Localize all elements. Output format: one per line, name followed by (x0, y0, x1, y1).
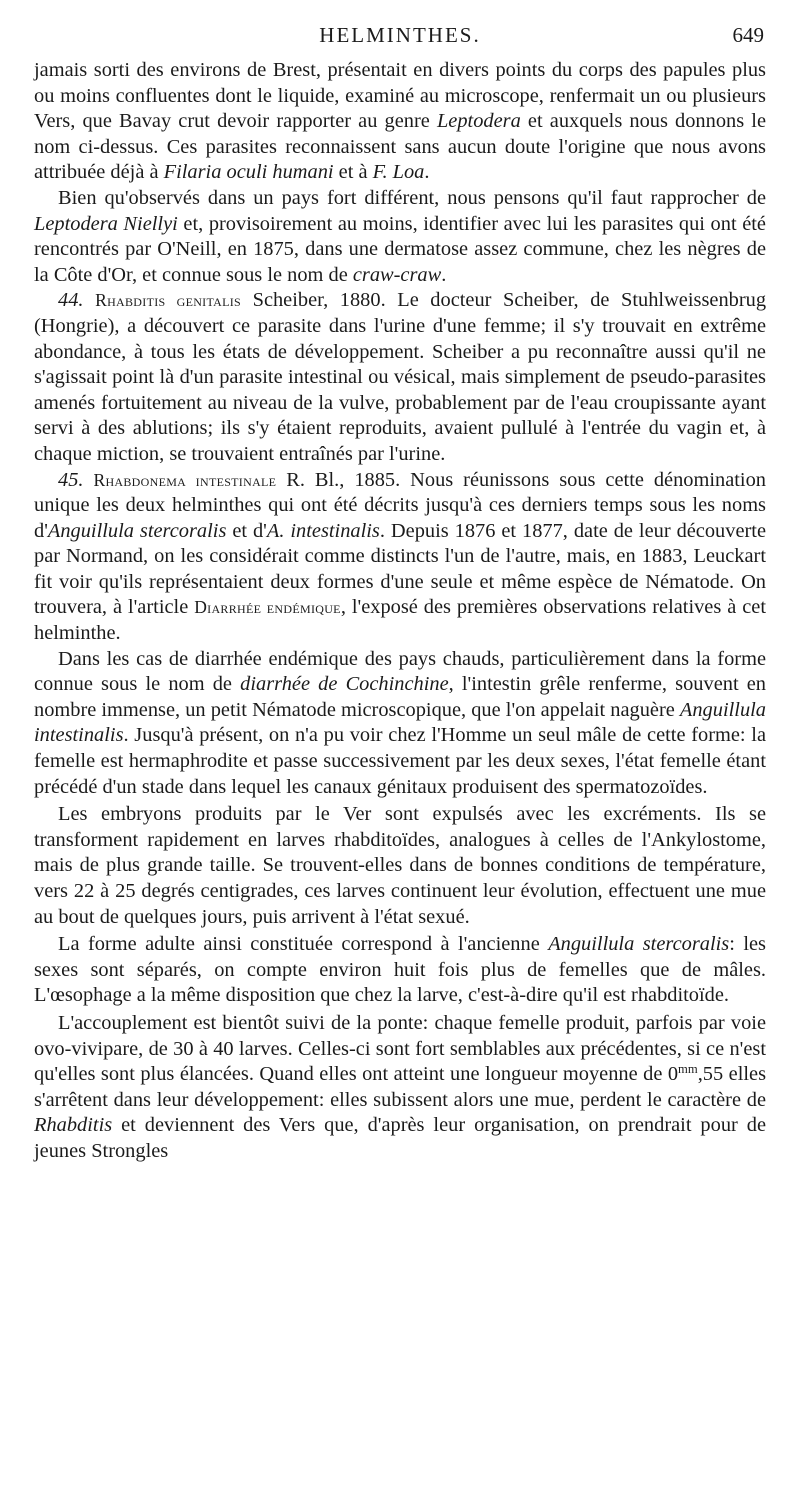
page-body (34, 58, 766, 1165)
small-caps-term: Rhabditis genitalis (95, 290, 242, 311)
paragraph: La forme adulte ainsi constituée correspond à l'ancienne Anguillula stercoralis: les sexes sont séparés, on compte environ huit fois plus de femelles que de mâles. L'œsophage a la même disposition que chez la larve, c'est-à-dire qu'il est rhabditoïde. (34, 933, 766, 1007)
italic-term: craw-craw (352, 263, 442, 286)
page-header (34, 22, 766, 50)
paragraph: 45. Rhabdonema intestinale R. Bl., 1885. Nous réunissons sous cette dénomination unique les deux helminthes qui ont été décrits jusqu'à ces derniers temps sous les noms d'Anguillula stercoralis et d'A. intestinalis. Depuis 1876 et 1877, date de leur découverte par Normand, on les considérait comme distincts l'un de l'autre, mais, en 1883, Leuckart fit voir qu'ils représentaient deux formes d'une seule et même espèce de Nématode. On trouvera, à l'article Diarrhée endémique, l'exposé des premières observations relatives à cet helminthe. (34, 468, 767, 645)
paragraph: 44. Rhabditis genitalis Scheiber, 1880. Le docteur Scheiber, de Stuhlweissenbrug (Hongrie), a découvert ce parasite dans l'urine d'une femme; il s'y trouvait en extrême abondance, à tous les états de développement. Scheiber a pu reconnaître aussi qu'il ne s'agissait point là d'un parasite intestinal ou vésical, mais simplement de pseudo-parasites amenés fortuitement au niveau de la vulve, probablement par de l'eau croupissante ayant servi à des ablutions; ils s'y étaient reproduits, avaient pullulé à l'entrée du vagin et, à chaque miction, se trouvaient entraînés par l'urine. (34, 289, 767, 465)
italic-term: Filaria oculi humani (163, 161, 334, 184)
italic-term: Anguillula stercoralis (548, 933, 730, 956)
italic-term: A. intestinalis (266, 519, 380, 542)
italic-term: Anguillula intestinalis (34, 698, 766, 747)
paragraph: Les embryons produits par le Ver sont expulsés avec les excréments. Ils se transforment rapidement en larves rhabditoïdes, analogues à celles de l'Ankylostome, mais de plus grande taille. Se trouvent-elles dans de bonnes conditions de température, vers 22 à 25 degrés centigrades, ces larves continuent leur évolution, effectuent une mue au bout de quelques jours, puis arrivent à l'état sexué. (34, 803, 766, 928)
entry-number: 44. (58, 289, 84, 312)
paragraph: L'accouplement est bientôt suivi de la ponte: chaque femelle produit, parfois par voie ovo-vivipare, de 30 à 40 larves. Celles-ci sont fort semblables aux précédentes, si ce n'est qu'elles sont plus élancées. Quand elles ont atteint une longueur moyenne de $0^{mm},55$ elles s'arrêtent dans leur développement: elles subissent alors une mue, perdent le caractère de Rhabditis et deviennent des Vers que, d'après leur organisation, on prendrait pour de jeunes Strongles (34, 1011, 767, 1162)
paragraph: Dans les cas de diarrhée endémique des pays chauds, particulièrement dans la forme connue sous le nom de diarrhée de Cochinchine, l'intestin grêle renferme, souvent en nombre immense, un petit Nématode microscopique, que l'on appelait naguère Anguillula intestinalis. Jusqu'à présent, on n'a pu voir chez l'Homme un seul mâle de cette forme: la femelle est hermaphrodite et passe successivement par les deux sexes, l'état femelle étant précédé d'un stade dans lequel les canaux génitaux produisent des spermatozoïdes. (34, 647, 767, 798)
italic-term: Leptodera Niellyi (34, 212, 178, 235)
italic-term: Leptodera (436, 110, 521, 133)
unit-superscript: mm (678, 1062, 698, 1077)
running-title: HELMINTHES. (319, 23, 481, 47)
small-caps-term: Rhabdonema intestinale (93, 469, 277, 490)
entry-number: 45. (58, 468, 84, 491)
paragraph: jamais sorti des environs de Brest, présentait en divers points du corps des papules plus ou moins confluentes dont le liquide, examiné au microscope, renfermait un ou plusieurs Vers, que Bavay crut devoir rapporter au genre Leptodera et auxquels nous donnons le nom ci-dessus. Ces parasites reconnaissent sans aucun doute l'origine que nous avons attribuée déjà à Filaria oculi humani et à F. Loa. (34, 59, 766, 184)
document-page (34, 22, 766, 1511)
page-number: 649 (732, 23, 764, 47)
italic-term: Anguillula stercoralis (47, 519, 227, 542)
small-caps-term: Diarrhée endémique (194, 597, 341, 618)
paragraph: Bien qu'observés dans un pays fort différent, nous pensons qu'il faut rapprocher de Leptodera Niellyi et, provisoirement au moins, identifier avec lui les parasites qui ont été rencontrés par O'Neill, en 1875, dans une dermatose assez commune, chez les nègres de la Côte d'Or, et connue sous le nom de craw-craw. (34, 186, 766, 286)
italic-term: Rhabditis (34, 1114, 113, 1137)
italic-term: F. Loa (372, 161, 425, 184)
italic-term: diarrhée de Cochinchine (240, 673, 449, 696)
